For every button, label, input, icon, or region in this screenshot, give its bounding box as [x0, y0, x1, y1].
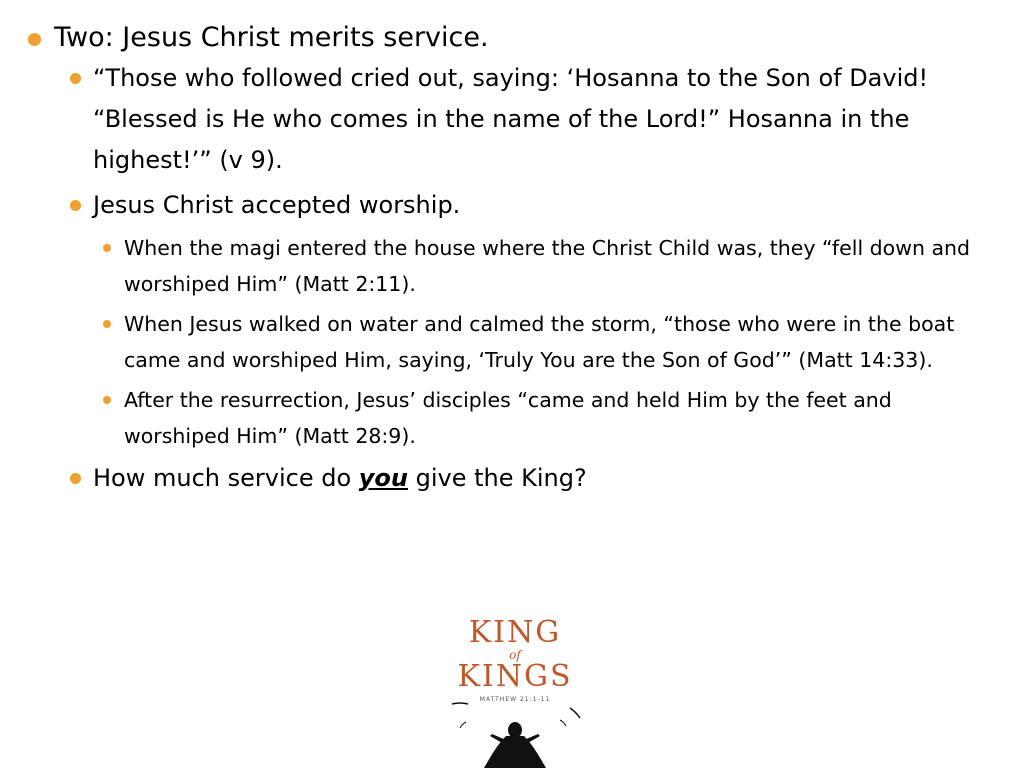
bullet-dot-icon — [70, 473, 81, 484]
bullet-text-after: give the King? — [407, 464, 587, 492]
bullet-level3-resurrection — [0, 382, 1024, 454]
logo-title-king: KING — [468, 615, 562, 650]
bullet-text-before: How much service do — [93, 464, 359, 492]
bullet-level3-storm — [0, 306, 1024, 378]
logo-title-kings: KINGS — [457, 659, 573, 694]
bullet-text: “Those who followed cried out, saying: ‘Hosanna to the Son of David! “Blessed is He who comes in the name of the Lord!” Hosanna in the highest!’” (v 9). — [93, 64, 929, 174]
bullet-text: Two: Jesus Christ merits service. — [54, 22, 489, 53]
bullet-level3-magi — [0, 230, 1024, 302]
logo-scripture-reference: MATTHEW 21:1-11 — [479, 696, 551, 703]
bullet-dot-icon — [70, 200, 81, 211]
bullet-dot-icon — [28, 33, 41, 46]
bullet-text: Jesus Christ accepted worship. — [93, 191, 461, 219]
bullet-level1-point-two — [0, 18, 1024, 58]
bullet-dot-icon — [103, 244, 111, 252]
bullet-dot-icon — [103, 396, 111, 404]
bullet-text-emphasis: you — [358, 464, 408, 492]
bullet-level2-quote — [0, 58, 1024, 181]
logo-title-of: of — [509, 648, 521, 662]
bullet-text: When the magi entered the house where the Christ Child was, they “fell down and worshiped Him” (Matt 2:11). — [124, 236, 971, 296]
bullet-list — [0, 18, 1024, 499]
bullet-text: After the resurrection, Jesus’ disciples “came and held Him by the feet and worshiped Him” (Matt 28:9). — [124, 388, 892, 448]
bullet-level2-question — [0, 458, 1024, 499]
bullet-dot-icon — [70, 73, 81, 84]
king-of-kings-logo — [440, 612, 590, 768]
bullet-dot-icon — [103, 320, 111, 328]
bullet-level2-worship — [0, 185, 1024, 226]
bullet-text: When Jesus walked on water and calmed the storm, “those who were in the boat came and worshiped Him, saying, ‘Truly You are the Son of God’” (Matt 14:33). — [124, 312, 955, 372]
